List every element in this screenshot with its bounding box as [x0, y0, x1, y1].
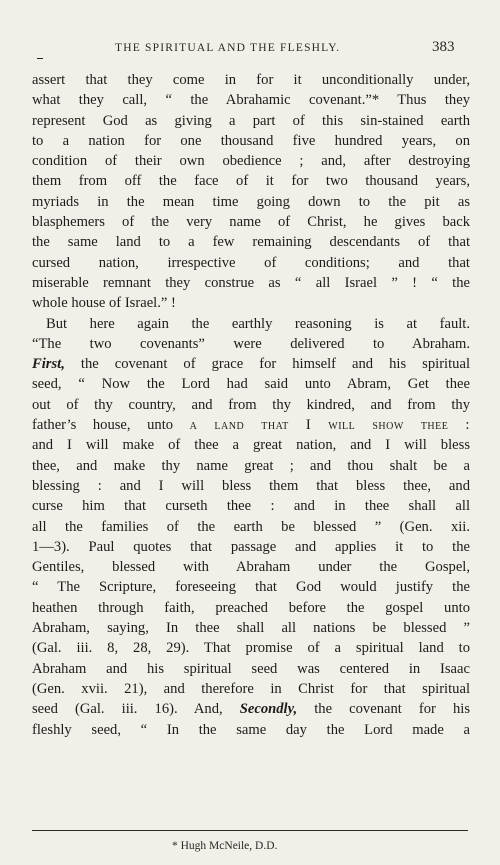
page-number: 383 [432, 39, 455, 55]
text-line: Abraham, saying, In thee shall all nations be blessed ” [32, 620, 470, 637]
text-line [32, 354, 470, 374]
text-line: the same land to a few remaining descendants of that [32, 234, 470, 251]
text-line: heathen through faith, preached before the gospel unto [32, 599, 470, 616]
text-line: (Gen. xvii. 21), and therefore in Christ for that spiritual [32, 680, 470, 697]
text-line: all the families of the earth be blessed ” (Gen. xii. [32, 518, 470, 535]
body-text [32, 70, 470, 740]
text-line: represent God as giving a part of this sin-stained earth [32, 112, 470, 129]
text-line: “ The Scripture, foreseeing that God would justify the [32, 579, 470, 596]
text-line: But here again the earthly reasoning is at fault. [46, 315, 470, 332]
text-line: out of thy country, and from thy kindred, and from thy [32, 396, 470, 413]
running-title: THE SPIRITUAL AND THE FLESHLY. [115, 42, 341, 54]
footnote: * Hugh McNeile, D.D. [172, 840, 278, 852]
text-line: 1—3). Paul quotes that passage and applies it to the [32, 538, 470, 555]
text-line: miserable remnant they construe as “ all Israel ” ! “ the [32, 274, 470, 291]
text-line: Abraham and his spiritual seed was centered in Isaac [32, 660, 470, 677]
text-line: curse him that curseth thee : and in thee shall all [32, 498, 470, 515]
text-line: whole house of Israel.” ! [32, 295, 176, 312]
text-line: them from off the face of it for two thousand years, [32, 173, 470, 190]
text-line: Gentiles, blessed with Abraham under the Gospel, [32, 559, 470, 576]
text-line: what they call, “ the Abrahamic covenant.”* Thus they [32, 92, 470, 109]
margin-mark [37, 58, 43, 59]
text-line: fleshly seed, “ In the same day the Lord made a [32, 721, 470, 738]
text-line: seed, “ Now the Lord had said unto Abram, Get thee [32, 376, 470, 393]
emphasis-first: First, [32, 356, 65, 373]
text-line: assert that they come in for it unconditionally under, [32, 72, 470, 88]
footnote-rule [32, 830, 468, 831]
text-line: (Gal. iii. 8, 28, 29). That promise of a spiritual land to [32, 640, 470, 657]
small-caps-phrase: a land that I will show thee : [189, 417, 470, 434]
text-line: condition of their own obedience ; and, after destroying [32, 153, 470, 170]
text-line [32, 699, 470, 719]
text-line [32, 415, 470, 435]
text-line: to a nation for one thousand five hundred years, on [32, 132, 470, 149]
text-line: blessing : and I will bless them that bless thee, and [32, 477, 470, 494]
emphasis-secondly: Secondly, [239, 701, 298, 718]
text-fragment: seed (Gal. iii. 16). And, [32, 701, 223, 718]
text-line: myriads in the mean time going down to the pit as [32, 193, 470, 210]
text-fragment: the covenant for his [314, 701, 470, 718]
running-head [0, 39, 500, 62]
text-fragment: father’s house, unto [32, 417, 174, 434]
text-line: cursed nation, irrespective of conditions; and that [32, 254, 470, 271]
text-line: “The two covenants” were delivered to Abraham. [32, 335, 470, 352]
text-line: thee, and make thy name great ; and thou shalt be a [32, 457, 470, 474]
text-line: and I will make of thee a great nation, and I will bless [32, 437, 470, 454]
text-line: blasphemers of the very name of Christ, he gives back [32, 214, 470, 231]
text-fragment: the covenant of grace for himself and his spiritual [80, 356, 470, 373]
